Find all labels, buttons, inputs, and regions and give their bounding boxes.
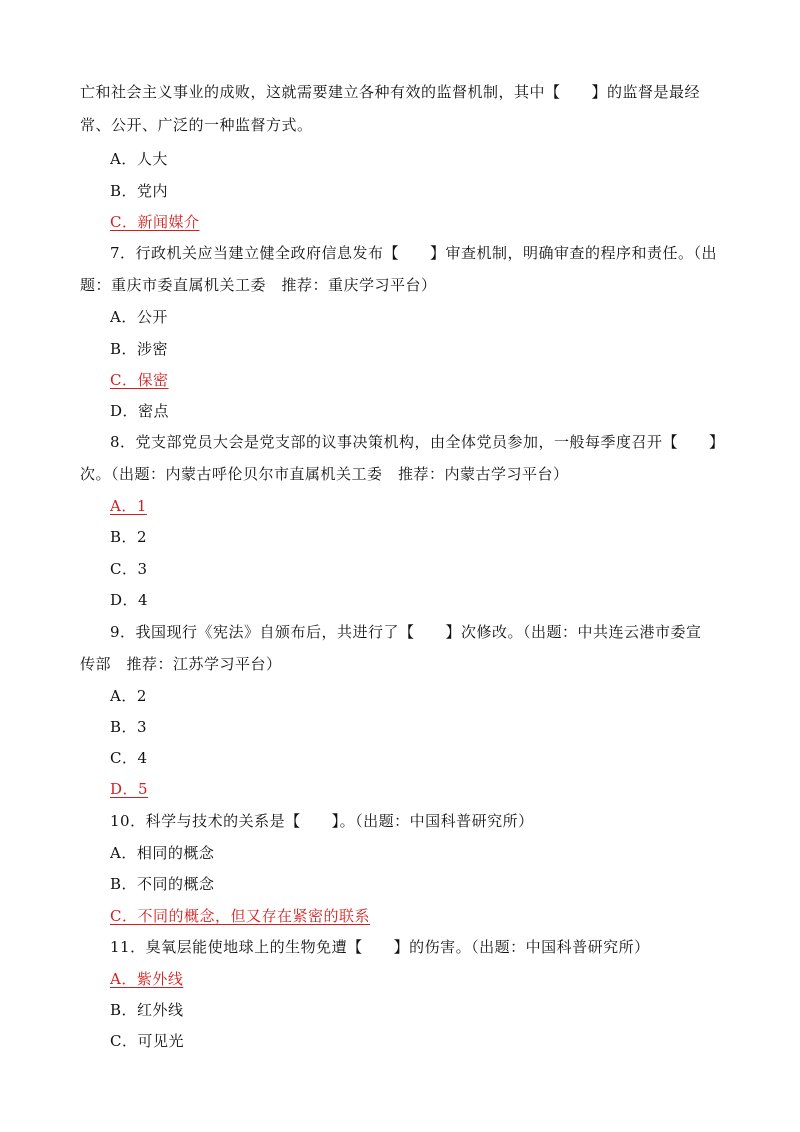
q9-option-d-answer: D．5 [110,780,149,798]
q9-line1: 9．我国现行《宪法》自颁布后，共进行了【 】次修改。（出题：中共连云港市委宣 [110,623,702,641]
q9-line2: 传部 推荐：江苏学习平台） [80,655,282,673]
q7-line1: 7．行政机关应当建立健全政府信息发布【 】审查机制，明确审查的程序和责任。（出 [110,244,718,262]
q9-option-c: C．4 [110,749,148,767]
q10-option-a: A．相同的概念 [110,844,215,862]
q10-option-b: B．不同的概念 [110,875,215,893]
q7-option-c-answer: C．保密 [110,371,169,389]
q7-option-d: D．密点 [110,402,170,420]
q11-option-b: B．红外线 [110,1001,184,1019]
q8-option-c: C．3 [110,560,148,578]
q7-option-b: B．涉密 [110,340,169,358]
q6-line2: 常、公开、广泛的一种监督方式。 [80,116,313,134]
q11-line1: 11．臭氧层能使地球上的生物免遭【 】的伤害。（出题：中国科普研究所） [110,938,650,956]
q7-line2: 题：重庆市委直属机关工委 推荐：重庆学习平台） [80,276,437,294]
q9-option-a: A．2 [110,687,147,705]
q6-line1: 亡和社会主义事业的成败，这就需要建立各种有效的监督机制，其中【 】的监督是最经 [80,83,701,101]
q6-option-c-answer: C．新闻媒介 [110,213,200,231]
q10-line1: 10．科学与技术的关系是【 】。（出题：中国科普研究所） [110,812,534,830]
q6-option-b: B．党内 [110,182,169,200]
q8-option-b: B．2 [110,528,148,546]
q8-option-d: D．4 [110,591,149,609]
q6-option-a: A．人大 [110,150,168,168]
q11-option-c: C．可见光 [110,1032,184,1050]
q8-line1: 8．党支部党员大会是党支部的议事决策机构，由全体党员参加，一般每季度召开【 】 [110,433,725,451]
q9-option-b: B．3 [110,718,148,736]
q10-option-c-answer: C．不同的概念，但又存在紧密的联系 [110,907,370,925]
q7-option-a: A．公开 [110,308,168,326]
q11-option-a-answer: A．紫外线 [110,970,184,988]
q8-line2: 次。（出题：内蒙古呼伦贝尔市直属机关工委 推荐：内蒙古学习平台） [80,465,569,483]
q8-option-a-answer: A．1 [110,497,147,515]
